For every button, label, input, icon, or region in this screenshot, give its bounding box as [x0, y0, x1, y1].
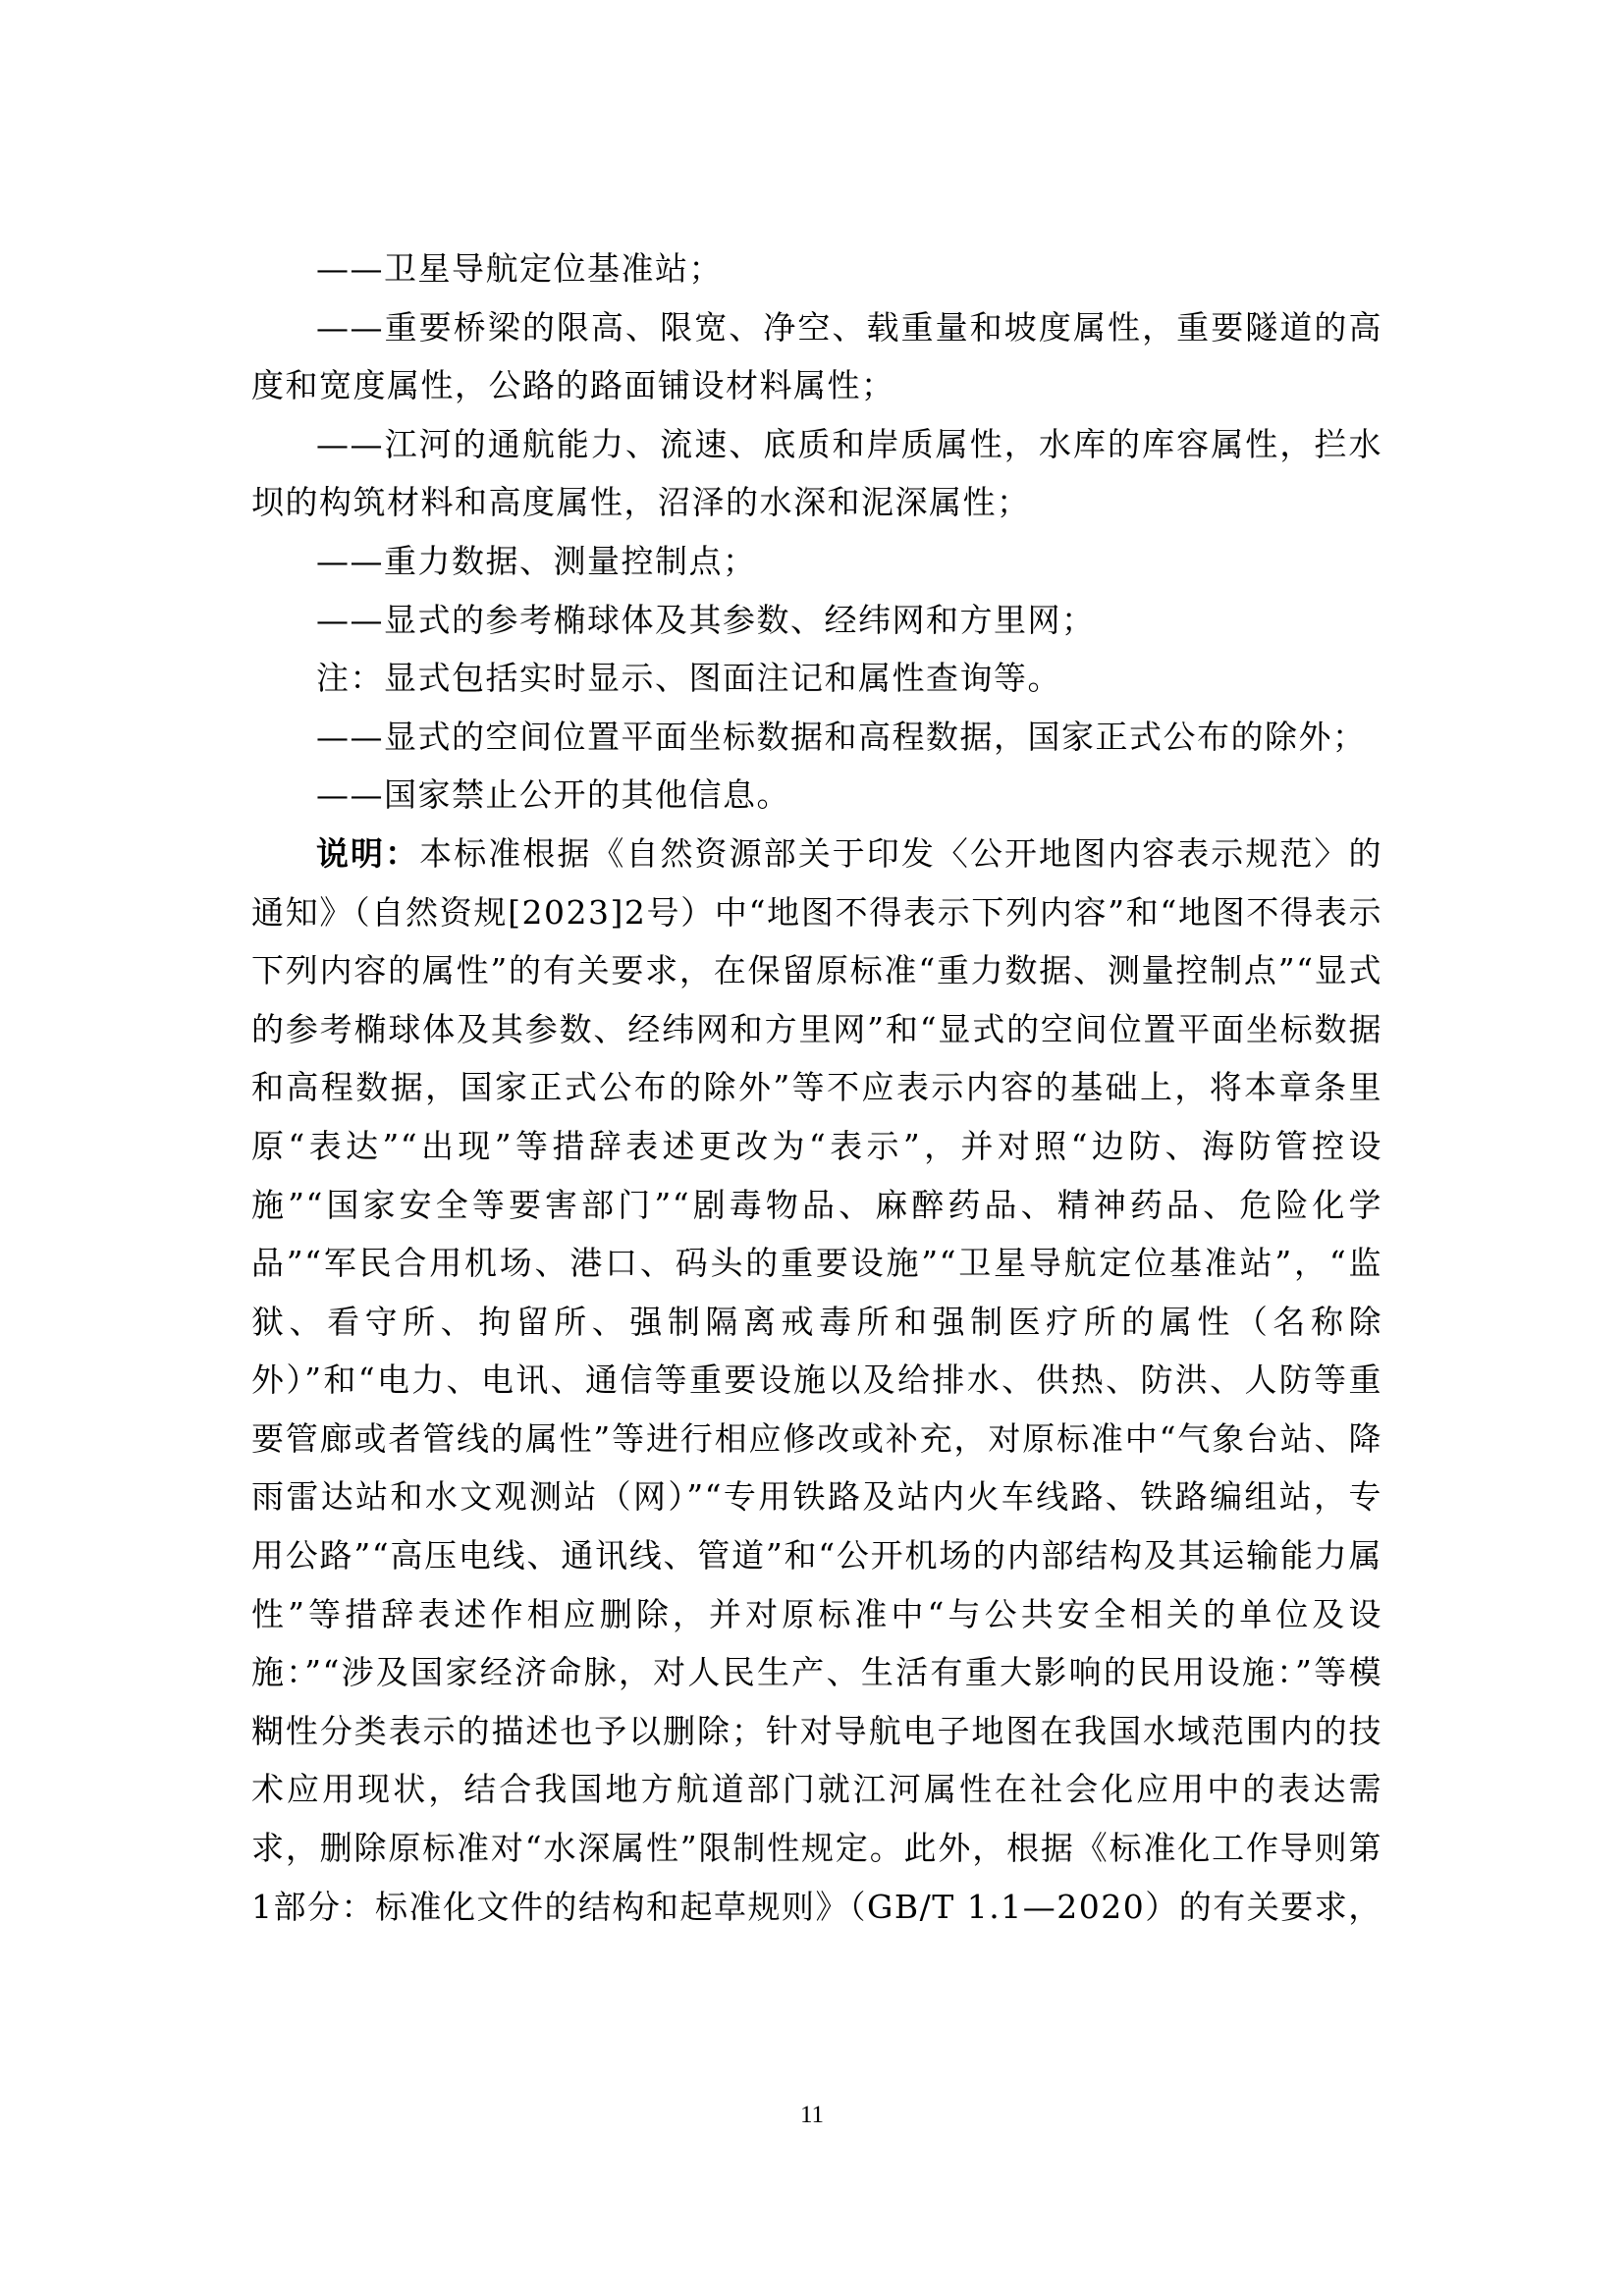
explanation-text: 本标准根据《自然资源部关于印发〈公开地图内容表示规范〉的通知》（自然资规[2023]2号）中“地图不得表示下列内容”和“地图不得表示下列内容的属性”的有关要求，在保留原标准“重力数据、测量控制点”“显式的参考椭球体及其参数、经纬网和方里网”和“显式的空间位置平面坐标数据和高程数据，国家正式公布的除外”等不应表示内容的基础上，将本章条里原“表达”“出现”等措辞表述更改为“表示”，并对照“边防、海防管控设施”“国家安全等要害部门”“剧毒物品、麻醉药品、精神药品、危险化学品”“军民合用机场、港口、码头的重要设施”“卫星导航定位基准站”，“监狱、看守所、拘留所、强制隔离戒毒所和强制医疗所的属性（名称除外）”和“电力、电讯、通信等重要设施以及给排水、供热、防洪、人防等重要管廊或者管线的属性”等进行相应修改或补充，对原标准中“气象台站、降雨雷达站和水文观测站（网）”“专用铁路及站内火车线路、铁路编组站，专用公路”“高压电线、通讯线、管道”和“公开机场的内部结构及其运输能力属性”等措辞表述作相应删除，并对原标准中“与公共安全相关的单位及设施：”“涉及国家经济命脉，对人民生产、生活有重大影响的民用设施：”等模糊性分类表示的描述也予以删除；针对导航电子地图在我国水域范围内的技术应用现状，结合我国地方航道部门就江河属性在社会化应用中的表达需求，删除原标准对“水深属性”限制性规定。此外，根据《标准化工作导则第1部分：标准化文件的结构和起草规则》（GB/T 1.1—2020）的有关要求，	[251, 833, 1383, 1926]
list-item-reference-ellipsoid: ——显式的参考椭球体及其参数、经纬网和方里网；	[316, 600, 1096, 639]
page-number: 11	[799, 2102, 825, 2128]
list-item-coordinates: ——显式的空间位置平面坐标数据和高程数据，国家正式公布的除外；	[316, 717, 1367, 756]
list-item-gravity-data: ——重力数据、测量控制点；	[316, 541, 757, 580]
list-item-rivers-reservoirs: ——江河的通航能力、流速、底质和岸质属性，水库的库容属性，拦水坝的构筑材料和高度属性，沼泽的水深和泥深属性；	[251, 424, 1382, 522]
document-body	[251, 240, 1382, 1936]
list-item-other-info: ——国家禁止公开的其他信息。	[316, 775, 790, 815]
list-item-satellite-stations: ——卫星导航定位基准站；	[316, 249, 723, 288]
note-explicit-display: 注：显式包括实时显示、图面注记和属性查询等。	[316, 659, 1061, 698]
list-item-bridges-tunnels: ——重要桥梁的限高、限宽、净空、载重量和坡度属性，重要隧道的高度和宽度属性，公路的路面铺设材料属性；	[251, 307, 1382, 405]
explanation-paragraph	[251, 825, 1382, 1936]
explanation-label: 说明：	[316, 833, 420, 873]
